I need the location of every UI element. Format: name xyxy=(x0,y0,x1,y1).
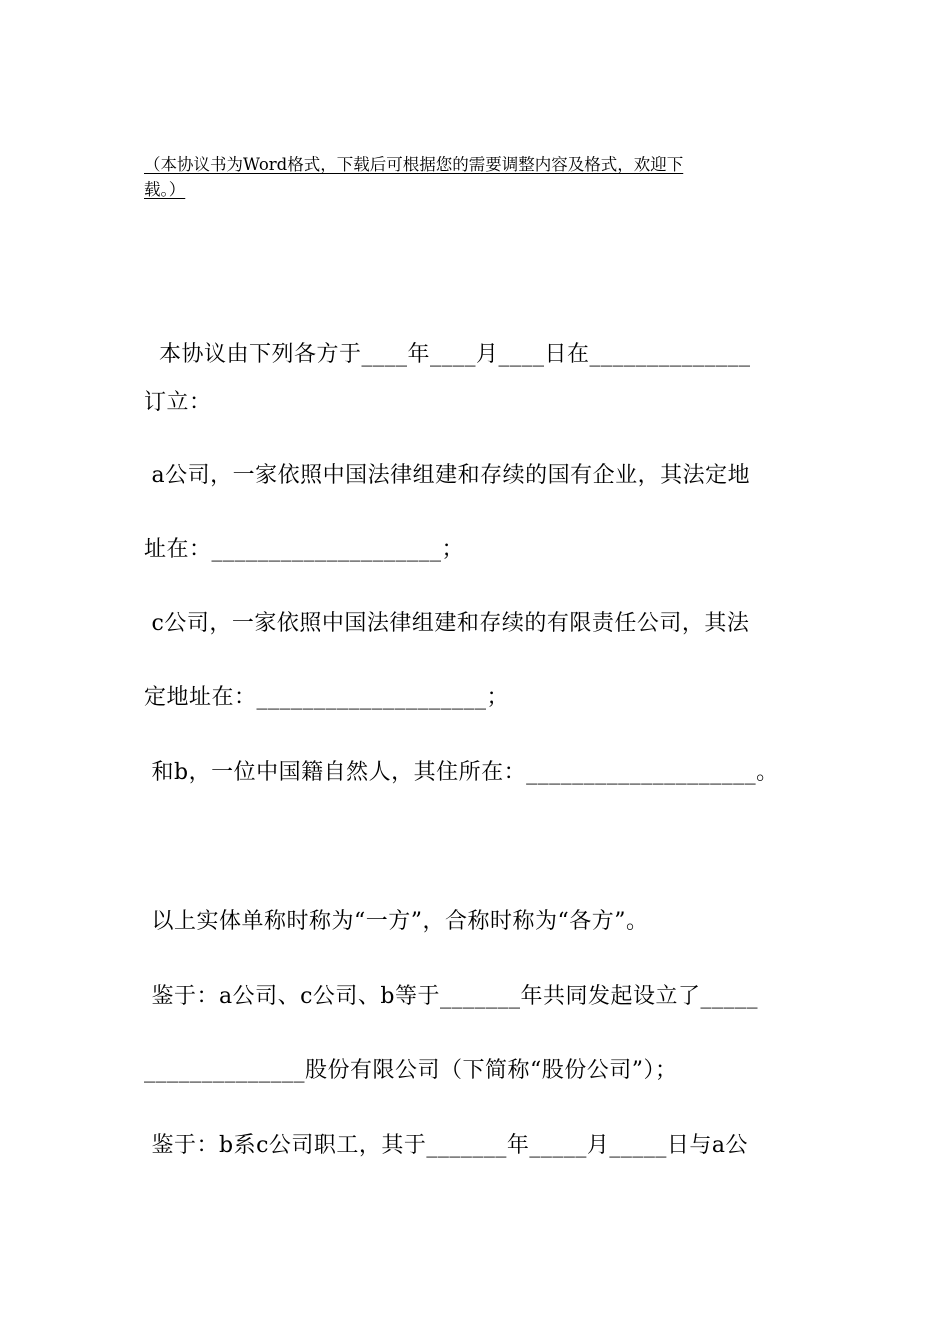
format-note xyxy=(144,152,814,202)
agreement-date-line: 本协议由下列各方于____年____月____日在______________ xyxy=(144,342,751,367)
definition-line: 以上实体单称时称为“一方”，合称时称为“各方”。 xyxy=(144,909,649,934)
party-b-line: 和b，一位中国籍自然人，其住所在：____________________。 xyxy=(144,760,779,785)
whereas-1-line-2: ______________股份有限公司（下简称“股份公司”）； xyxy=(144,1058,678,1083)
format-note-line-1: （本协议书为Word格式，下载后可根据您的需要调整内容及格式，欢迎下 xyxy=(144,155,684,174)
party-c-line-1: c公司，一家依照中国法律组建和存续的有限责任公司，其法 xyxy=(144,611,750,636)
party-c-line-2: 定地址在：____________________； xyxy=(144,685,510,710)
party-a-line-2: 址在：____________________； xyxy=(144,537,465,562)
whereas-2-line-1: 鉴于：b系c公司职工，其于_______年_____月_____日与a公 xyxy=(144,1133,749,1158)
party-a-line-1: a公司，一家依照中国法律组建和存续的国有企业，其法定地 xyxy=(144,463,751,488)
agreement-place-line: 订立： xyxy=(144,390,212,415)
format-note-line-2: 载。） xyxy=(144,180,186,199)
whereas-1-line-1: 鉴于：a公司、c公司、b等于_______年共同发起设立了_____ xyxy=(144,984,759,1009)
